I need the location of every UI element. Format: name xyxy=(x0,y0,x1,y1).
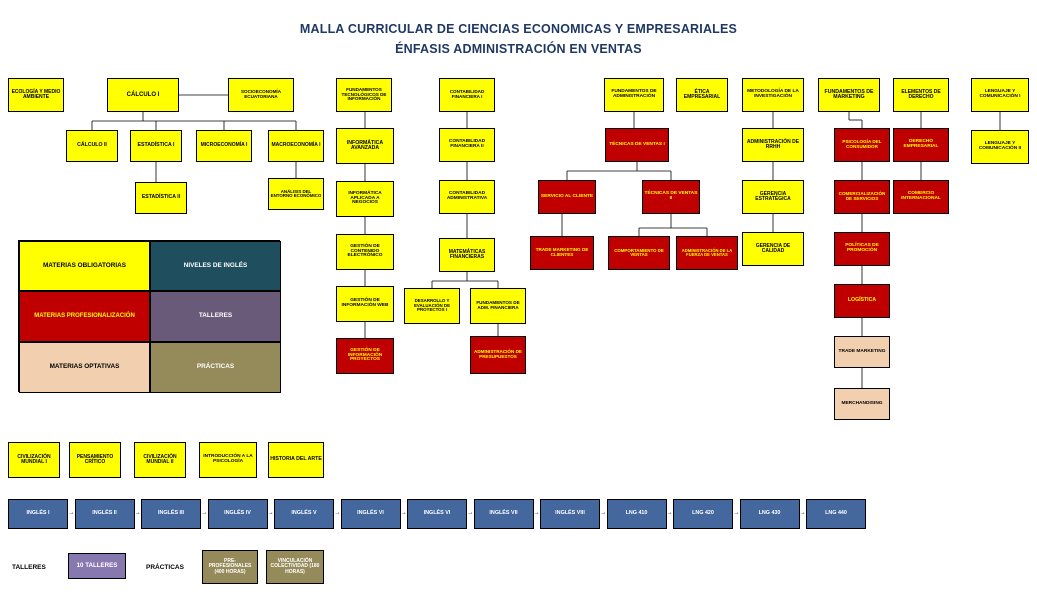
course-node-merch[interactable]: MERCHANDISING xyxy=(834,388,890,420)
page-title-line2: ÉNFASIS ADMINISTRACIÓN EN VENTAS xyxy=(395,42,642,56)
course-node-arte[interactable]: HISTORIA DEL ARTE xyxy=(268,442,324,478)
course-node-leng_com1[interactable]: LENGUAJE Y COMUNICACIÓN I xyxy=(971,78,1029,112)
legend-ingles: NIVELES DE INGLÉS xyxy=(150,241,281,291)
english-level-12[interactable]: LNG 430 xyxy=(740,499,800,529)
english-level-11[interactable]: LNG 420 xyxy=(673,499,733,529)
course-node-civ2[interactable]: CIVILIZACIÓN MUNDIAL II xyxy=(134,442,186,478)
course-node-logistica[interactable]: LOGÍSTICA xyxy=(834,284,890,318)
legend-optativas: MATERIAS OPTATIVAS xyxy=(19,342,150,393)
talleres-value-box: 10 TALLERES xyxy=(68,553,126,579)
course-node-comerc_serv[interactable]: COMERCIALIZACIÓN DE SERVICIOS xyxy=(834,180,890,214)
english-arrow-3: → xyxy=(201,510,208,516)
course-node-mat_fin[interactable]: MATEMÁTICAS FINANCIERAS xyxy=(439,238,495,272)
english-arrow-7: → xyxy=(467,510,474,516)
page-title-line1: MALLA CURRICULAR DE CIENCIAS ECONOMICAS Y EMPRESARIALES xyxy=(299,22,738,36)
english-arrow-6: → xyxy=(400,510,407,516)
english-arrow-9: → xyxy=(600,510,607,516)
course-node-info_neg[interactable]: INFORMÁTICA APLICADA A NEGOCIOS xyxy=(336,181,394,217)
course-node-analisis[interactable]: ANÁLISIS DEL ENTORNO ECONÓMICO xyxy=(268,178,324,210)
course-node-psico[interactable]: INTRODUCCIÓN A LA PSICOLOGÍA xyxy=(199,442,257,478)
course-node-gest_info[interactable]: GESTIÓN DE INFORMACIÓN WEB xyxy=(336,286,394,322)
english-level-3[interactable]: INGLÉS III xyxy=(141,499,201,529)
course-node-pol_promo[interactable]: POLÍTICAS DE PROMOCIÓN xyxy=(834,232,890,266)
course-node-trade_mkt[interactable]: TRADE MARKETING DE CLIENTES xyxy=(530,236,594,270)
english-arrow-11: → xyxy=(733,510,740,516)
course-node-fund_mkt[interactable]: FUNDAMENTOS DE MARKETING xyxy=(818,78,880,112)
course-node-trade_mkt2[interactable]: TRADE MARKETING xyxy=(834,336,890,368)
english-arrow-10: → xyxy=(666,510,673,516)
course-node-pens[interactable]: PENSAMIENTO CRÍTICO xyxy=(69,442,121,478)
course-node-adm_fuerza[interactable]: ADMINISTRACIÓN DE LA FUERZA DE VENTAS xyxy=(676,236,738,270)
vinculacion-box: VINCULACIÓN COLECTIVIDAD (180 HORAS) xyxy=(266,550,324,584)
course-node-info_avz[interactable]: INFORMÁTICA AVANZADA xyxy=(336,128,394,164)
legend-profesionalizacion: MATERIAS PROFESIONALIZACIÓN xyxy=(19,291,150,342)
course-node-fund_fin[interactable]: FUNDAMENTOS DE ADM. FINANCIERA xyxy=(470,288,526,324)
course-node-gest_proy[interactable]: GESTIÓN DE INFORMACIÓN PROYECTOS xyxy=(336,338,394,374)
legend-practicas: PRÁCTICAS xyxy=(150,342,281,393)
course-node-adm_presup[interactable]: ADMINISTRACIÓN DE PRESUPUESTOS xyxy=(470,336,526,374)
pre-profesionales-box: PRE-PROFESIONALES (400 HORAS) xyxy=(202,550,258,584)
course-node-tec_vent1[interactable]: TÉCNICAS DE VENTAS I xyxy=(605,128,669,162)
course-node-micro1[interactable]: MICROECONOMÍA I xyxy=(196,130,252,162)
course-node-fund_adm[interactable]: FUNDAMENTOS DE ADMINISTRACIÓN xyxy=(604,78,664,112)
course-node-estad1[interactable]: ESTADÍSTICA I xyxy=(130,130,182,162)
english-arrow-2: → xyxy=(134,510,141,516)
english-arrow-5: → xyxy=(334,510,341,516)
legend-obligatorias: MATERIAS OBLIGATORIAS xyxy=(19,241,150,291)
course-node-ger_cal[interactable]: GERENCIA DE CALIDAD xyxy=(742,232,804,266)
course-node-tec_vent2[interactable]: TÉCNICAS DE VENTAS II xyxy=(642,180,700,214)
english-arrow-8: → xyxy=(533,510,540,516)
course-node-socioeconomia[interactable]: SOCIOECONOMÍA ECUATORIANA xyxy=(228,78,294,112)
course-node-serv_cli[interactable]: SERVICIO AL CLIENTE xyxy=(538,180,596,214)
english-arrow-12: → xyxy=(799,510,806,516)
course-node-der_emp[interactable]: DERECHO EMPRESARIAL xyxy=(893,128,949,162)
course-node-cont_adm[interactable]: CONTABILIDAD ADMINISTRATIVA xyxy=(439,180,495,214)
course-node-fund_tec[interactable]: FUNDAMENTOS TECNOLÓGICOS DE INFORMACIÓN xyxy=(336,78,392,112)
course-node-calculo1[interactable]: CÁLCULO I xyxy=(107,78,179,112)
course-node-calculo2[interactable]: CÁLCULO II xyxy=(66,130,118,162)
course-node-estad2[interactable]: ESTADÍSTICA II xyxy=(135,182,187,214)
course-node-elem_der[interactable]: ELEMENTOS DE DERECHO xyxy=(893,78,949,112)
english-level-10[interactable]: LNG 410 xyxy=(607,499,667,529)
english-level-8[interactable]: INGLÉS VII xyxy=(474,499,534,529)
english-level-7[interactable]: INGLÉS VI xyxy=(407,499,467,529)
english-arrow-1: → xyxy=(68,510,75,516)
english-level-9[interactable]: INGLÉS VIII xyxy=(540,499,600,529)
course-node-cont_fin1[interactable]: CONTABILIDAD FINANCIERA I xyxy=(439,78,495,112)
course-node-civ1[interactable]: CIVILIZACIÓN MUNDIAL I xyxy=(8,442,60,478)
course-node-ecologia[interactable]: ECOLOGÍA Y MEDIO AMBIENTE xyxy=(8,78,64,112)
course-node-com_int[interactable]: COMERCIO INTERNACIONAL xyxy=(893,180,949,214)
english-level-13[interactable]: LNG 440 xyxy=(806,499,866,529)
english-level-6[interactable]: INGLÉS VI xyxy=(341,499,401,529)
english-level-2[interactable]: INGLÉS II xyxy=(75,499,135,529)
course-node-gest_cont[interactable]: GESTIÓN DE CONTENIDO ELECTRÓNICO xyxy=(336,234,394,270)
course-node-ger_estr[interactable]: GERENCIA ESTRATÉGICA xyxy=(742,180,804,214)
course-node-adm_rrhh[interactable]: ADMINISTRACIÓN DE RRHH xyxy=(742,128,804,162)
course-node-macro1[interactable]: MACROECONOMÍA I xyxy=(268,130,324,162)
course-node-leng_com2[interactable]: LENGUAJE Y COMUNICACIÓN II xyxy=(971,130,1029,164)
course-node-etica[interactable]: ÉTICA EMPRESARIAL xyxy=(676,78,728,112)
practicas-label: PRÁCTICAS xyxy=(146,564,184,571)
course-node-des_eval[interactable]: DESARROLLO Y EVALUACIÓN DE PROYECTOS I xyxy=(404,288,460,324)
english-level-1[interactable]: INGLÉS I xyxy=(8,499,68,529)
english-level-4[interactable]: INGLÉS IV xyxy=(208,499,268,529)
english-arrow-4: → xyxy=(267,510,274,516)
talleres-label: TALLERES xyxy=(12,564,46,571)
english-level-5[interactable]: INGLÉS V xyxy=(274,499,334,529)
legend-talleres: TALLERES xyxy=(150,291,281,342)
course-node-com_vent[interactable]: COMPORTAMIENTO DE VENTAS xyxy=(608,236,670,270)
legend xyxy=(18,240,280,392)
course-node-metodologia[interactable]: METODOLOGÍA DE LA INVESTIGACIÓN xyxy=(742,78,804,112)
course-node-cont_fin2[interactable]: CONTABILIDAD FINANCIERA II xyxy=(439,128,495,162)
course-node-psico_cons[interactable]: PSICOLOGÍA DEL CONSUMIDOR xyxy=(834,128,890,162)
